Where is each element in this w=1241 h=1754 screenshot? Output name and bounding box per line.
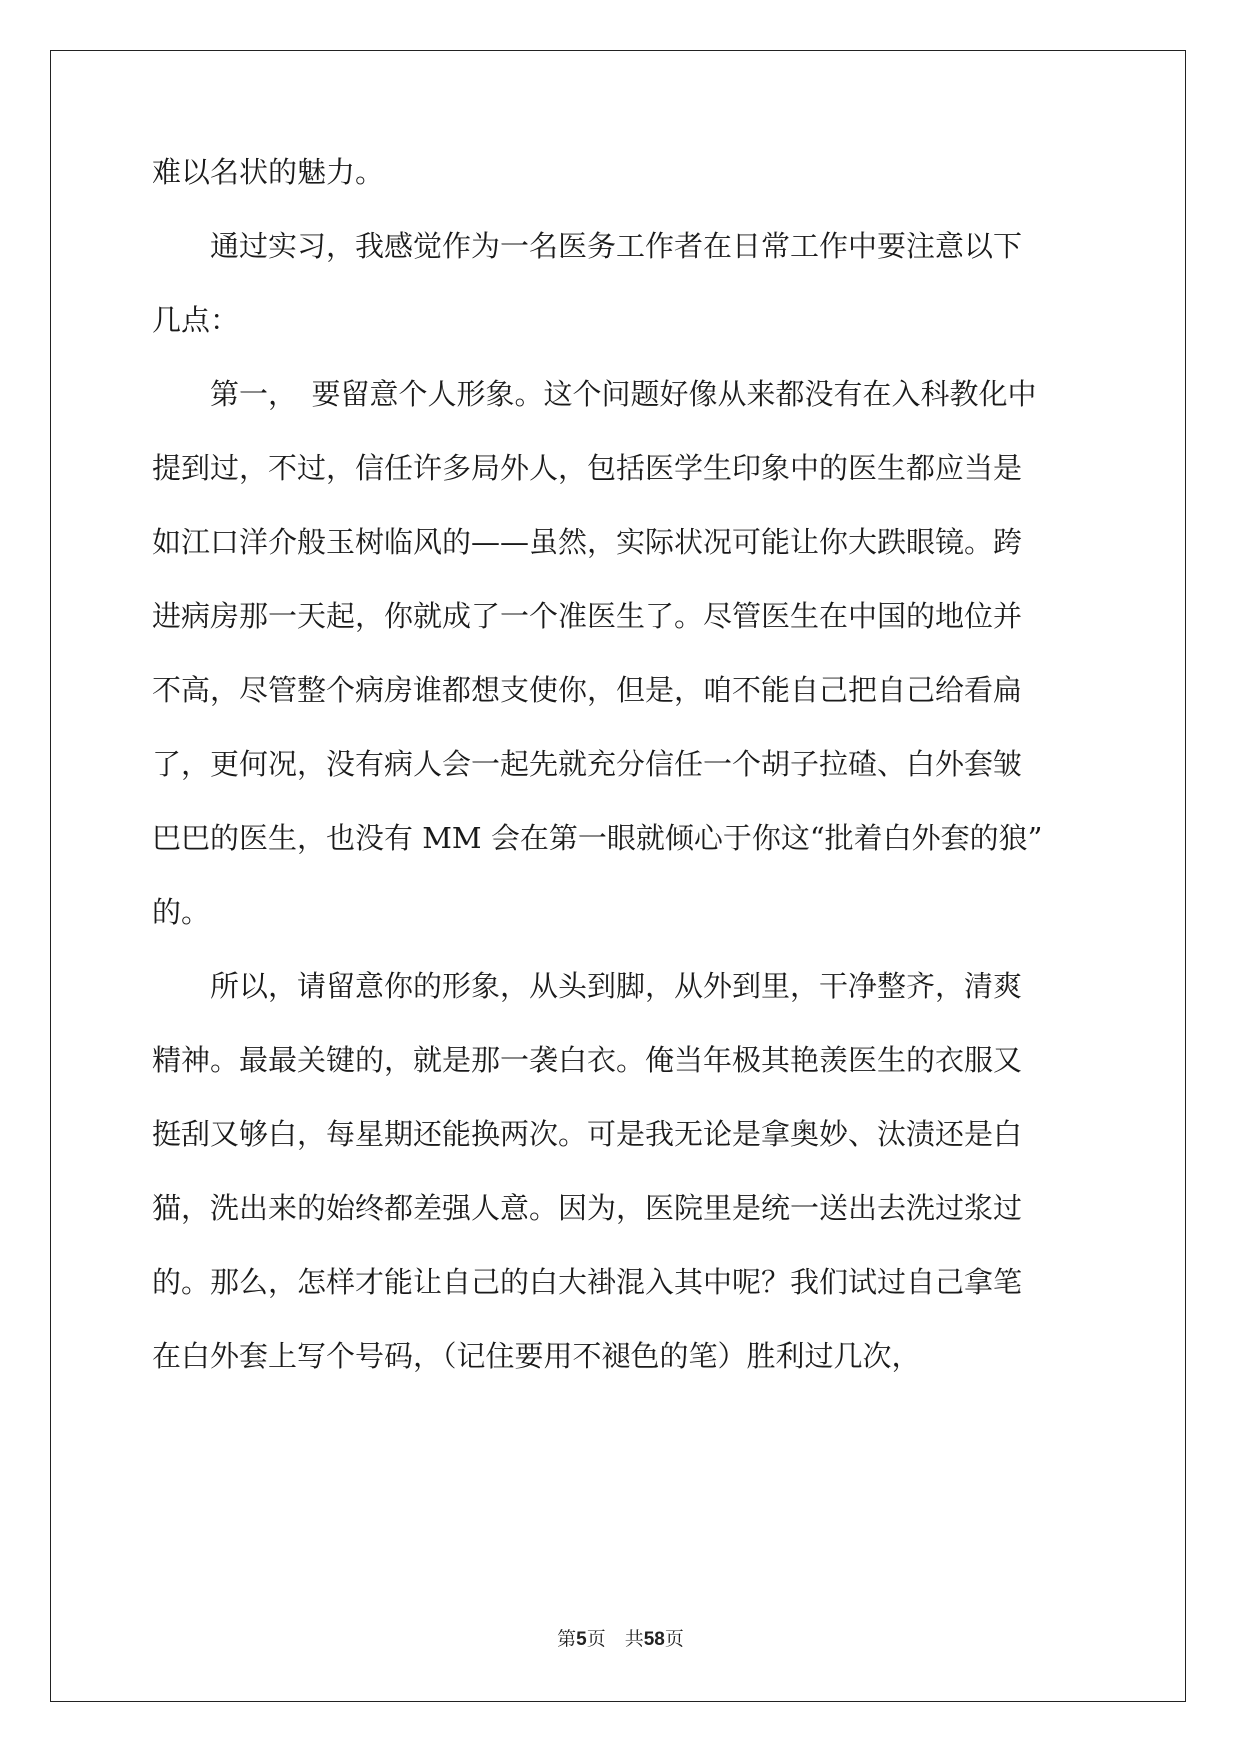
footer-page-prefix: 第 [557, 1628, 577, 1650]
text-line: 猫，洗出来的始终都差强人意。因为，医院里是统一送出去洗过浆过 [152, 1191, 1023, 1225]
page-border [50, 50, 1186, 1702]
footer-total-suffix: 页 [664, 1628, 684, 1650]
text-line: 了，更何况，没有病人会一起先就充分信任一个胡子拉碴、白外套皱 [152, 747, 1023, 781]
text-line: 通过实习，我感觉作为一名医务工作者在日常工作中要注意以下 [152, 229, 1023, 263]
page-number: 5 [576, 1629, 587, 1650]
page-footer [0, 1624, 1241, 1651]
text-line: 所以，请留意你的形象，从头到脚，从外到里，干净整齐，清爽 [152, 969, 1023, 1003]
text-line: 的。 [152, 895, 211, 929]
text-line: 巴巴的医生，也没有 MM 会在第一眼就倾心于你这“批着白外套的狼” [152, 821, 1043, 855]
text-line: 难以名状的魅力。 [152, 155, 385, 189]
text-line: 精神。最最关键的，就是那一袭白衣。俺当年极其艳羡医生的衣服又 [152, 1043, 1023, 1077]
total-pages: 58 [643, 1629, 665, 1650]
text-line: 提到过，不过，信任许多局外人，包括医学生印象中的医生都应当是 [152, 451, 1023, 485]
text-line: 挺刮又够白，每星期还能换两次。可是我无论是拿奥妙、汰渍还是白 [152, 1117, 1023, 1151]
text-line: 几点： [152, 303, 240, 337]
text-line: 在白外套上写个号码，（记住要用不褪色的笔）胜利过几次， [152, 1339, 921, 1373]
text-line: 的。那么，怎样才能让自己的白大褂混入其中呢？我们试过自己拿笔 [152, 1265, 1023, 1299]
text-line: 如江口洋介般玉树临风的——虽然，实际状况可能让你大跌眼镜。跨 [152, 525, 1023, 559]
text-line: 第一， 要留意个人形象。这个问题好像从来都没有在入科教化中 [152, 377, 1037, 411]
footer-page-suffix: 页 共 [586, 1628, 644, 1650]
text-line: 进病房那一天起，你就成了一个准医生了。尽管医生在中国的地位并 [152, 599, 1023, 633]
text-line: 不高，尽管整个病房谁都想支使你，但是，咱不能自己把自己给看扁 [152, 673, 1023, 707]
